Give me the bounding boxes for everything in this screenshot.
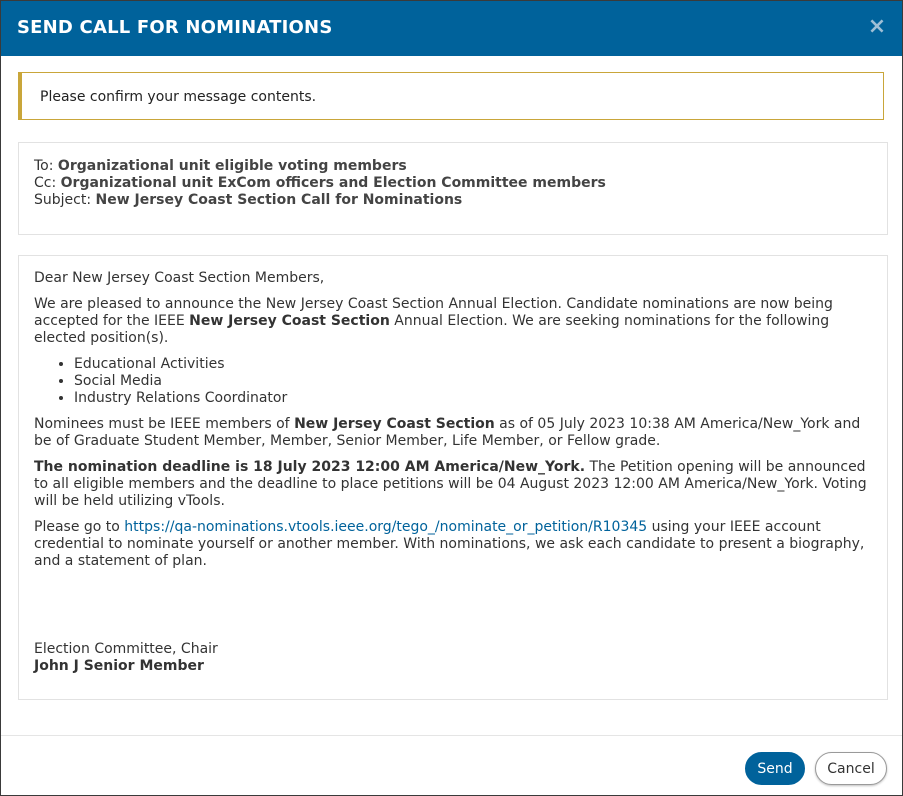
footer-divider <box>1 735 902 736</box>
link-suffix: using your IEEE account credential to nominate yourself or another member. With nominations, we ask each candidate to present a biography, and a statement of plan. <box>34 519 865 569</box>
list-item: • Industry Relations Coordinator <box>74 390 872 407</box>
intro-section-name: New Jersey Coast Section <box>189 313 390 329</box>
subject-value: New Jersey Coast Section Call for Nominations <box>95 192 463 208</box>
intro-text-1: We are pleased to announce the New Jersey Coast Section Annual Election. Candidate nominations are now being accepted for the IEEE <box>34 296 833 329</box>
message-body <box>18 255 888 700</box>
eligibility-section-name: New Jersey Coast Section <box>294 416 495 432</box>
subject-line <box>34 192 872 209</box>
positions-list <box>34 356 872 407</box>
cc-label: Cc: <box>34 175 57 191</box>
cancel-button[interactable]: Cancel <box>815 752 887 785</box>
send-button[interactable]: Send <box>745 752 805 785</box>
link-paragraph <box>34 519 872 570</box>
dialog-header <box>1 1 902 56</box>
to-line <box>34 158 872 175</box>
petition-text: The Petition opening will be announced to all eligible members and the deadline to place petitions will be 04 August 2023 12:00 AM America/New_York. Voting will be held utilizing vTools. <box>34 459 867 509</box>
deadline-paragraph <box>34 459 872 510</box>
alert-text: Please confirm your message contents. <box>40 89 317 105</box>
signature-name: John J Senior Member <box>34 658 204 674</box>
deadline-text: The nomination deadline is 18 July 2023 12:00 AM America/New_York. <box>34 459 586 475</box>
email-meta <box>18 142 888 235</box>
to-label: To: <box>34 158 54 174</box>
intro-paragraph <box>34 296 872 347</box>
intro-text-2: Annual Election. We are seeking nominations for the following elected position(s). <box>34 313 830 346</box>
list-item: • Educational Activities <box>74 356 872 373</box>
eligibility-text-2: as of 05 July 2023 10:38 AM America/New_York and be of Graduate Student Member, Member, Senior Member, Life Member, or Fellow grade. <box>34 416 861 449</box>
nomination-link[interactable]: https://qa-nominations.vtools.ieee.org/tego_/nominate_or_petition/R10345 <box>124 519 648 535</box>
close-icon[interactable]: × <box>867 14 887 39</box>
greeting: Dear New Jersey Coast Section Members, <box>34 270 325 286</box>
eligibility-paragraph <box>34 416 872 450</box>
cc-line <box>34 175 872 192</box>
signature-role: Election Committee, Chair <box>34 641 218 657</box>
dialog-title: SEND CALL FOR NOMINATIONS <box>17 17 333 38</box>
subject-label: Subject: <box>34 192 92 208</box>
signature <box>34 641 218 675</box>
list-item: • Social Media <box>74 373 872 390</box>
to-value: Organizational unit eligible voting members <box>57 158 407 174</box>
link-prefix: Please go to <box>34 519 125 535</box>
cc-value: Organizational unit ExCom officers and Election Committee members <box>60 175 606 191</box>
eligibility-text-1: Nominees must be IEEE members of <box>34 416 295 432</box>
confirm-alert <box>18 72 884 120</box>
